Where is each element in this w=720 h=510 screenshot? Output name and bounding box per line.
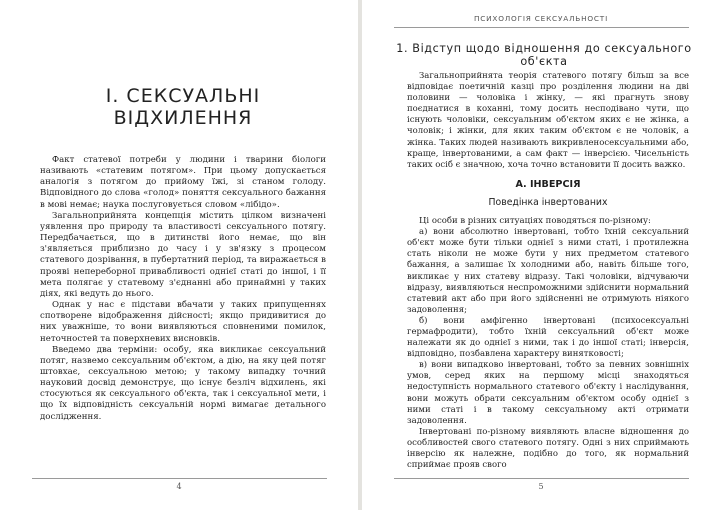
section-title: 1. Відступ щодо відношення до сексуального об'єкта xyxy=(396,42,692,68)
chapter-title: І. СЕКСУАЛЬНІ ВІДХИЛЕННЯ xyxy=(105,85,261,129)
running-head: ПСИХОЛОГІЯ СЕКСУАЛЬНОСТІ xyxy=(473,14,609,23)
left-body-text xyxy=(40,155,326,423)
subsection-subheading: Поведінка інвертованих xyxy=(488,196,608,208)
page-number: 5 xyxy=(538,482,544,491)
footer-rule xyxy=(394,478,689,479)
subsection-heading: А. ІНВЕРСІЯ xyxy=(515,178,581,190)
paragraph: Введемо два терміни: особу, яка викликає сексуальний потяг, назвемо сексуальним об'єктом, а дію, на яку цей потяг штовхає, сексуальною метою; у такому випадку точний науковий досвід демонструє, що існує безліч відхилень, які стосуються як сексуального об'єкта, так і сексуальної мети, і що їх відповідність сексуальній нормі вимагає детального дослідження. xyxy=(40,344,326,422)
page-number: 4 xyxy=(176,482,182,491)
right-body-text xyxy=(407,71,689,471)
paragraph: Загальноприйнята концепція містить цілком визначені уявлення про природу та властивості сексуального потягу. Передбачається, що в дитинстві його немає, що він з'являється приблизно до часу і у зв'язку з процесом статевого дозрівання, в пубертатний період, та виражається в прояві непереборної привабливості однієї статі до іншої, і її мета полягає у статевому з'єднанні або принаймні у таких діях, які ведуть до нього. xyxy=(40,210,326,299)
right-page xyxy=(362,0,720,510)
paragraph: Інвертовані по-різному виявляють власне відношення до особливостей свого статевого потягу. Одні з них сприймають інверсію як належне, подібно до того, як нормальний сприймає прояв свого xyxy=(407,426,689,471)
paragraph: а) вони абсолютно інвертовані, тобто їхній сексуальний об'єкт може бути тільки однієї з ними статі, і протилежна стать ніколи не може бути у них предметом статевого бажання, а залишає їх холодними або, навіть більше того, викликає у них статеву відразу. Такі чоловіки, відчуваючи відразу, виявляються неспроможними здійснити нормальний статевий акт або при його здійсненні не отримують ніякого задоволення; xyxy=(407,227,689,315)
paragraph: б) вони амфігенно інвертовані (психосексуальні гермафродити), тобто їхній сексуальний об'єкт може належати як до однієї з ними, так і до іншої статі; інверсія, відповідно, позбавлена характеру винятковості; xyxy=(407,315,689,360)
paragraph: Загальноприйнята теорія статевого потягу більш за все відповідає поетичній казці про розділення людини на дві половини — чоловіка і жінку, — які прагнуть знову поєднатися в коханні, тому досить несподівано чути, що існують чоловіки, сексуальним об'єктом яких є не жінка, а чоловік; і жінки, для яких таким об'єктом є не чоловік, а жінка. Таких людей називають викривленосексуальними або, краще, інвертованими, а сам факт — інверсією. Чисельність таких осіб є значною, хоча точно встановити її досить важко. xyxy=(407,71,689,170)
paragraph: Факт статевої потреби у людини і тварини біологи називають «статевим потягом». При цьому допускається аналогія з потягом до прийому їжі, зі станом голоду. Відповідного до слова «голод» поняття сексуального бажання в мові немає; наука послуговується словом «лібідо». xyxy=(40,155,326,210)
footer-rule xyxy=(32,478,327,479)
left-page xyxy=(0,0,358,510)
paragraph: Однак у нас є підстави вбачати у таких припущеннях спотворене відображення дійсності; якщо придивитися до них уважніше, то вони виявляються сповненими помилок, неточностей та поверхневих висновків. xyxy=(40,300,326,344)
header-rule xyxy=(394,27,689,28)
paragraph: в) вони випадково інвертовані, тобто за певних зовнішніх умов, серед яких на першому місці знаходяться недоступність нормального статевого об'єкту і наслідування, вони можуть обрати сексуальним об'єктом особу однієї з ними статі і в такому сексуальному акті отримати задоволення. xyxy=(407,360,689,426)
paragraph: Ці особи в різних ситуаціях поводяться по-різному: xyxy=(419,216,651,227)
